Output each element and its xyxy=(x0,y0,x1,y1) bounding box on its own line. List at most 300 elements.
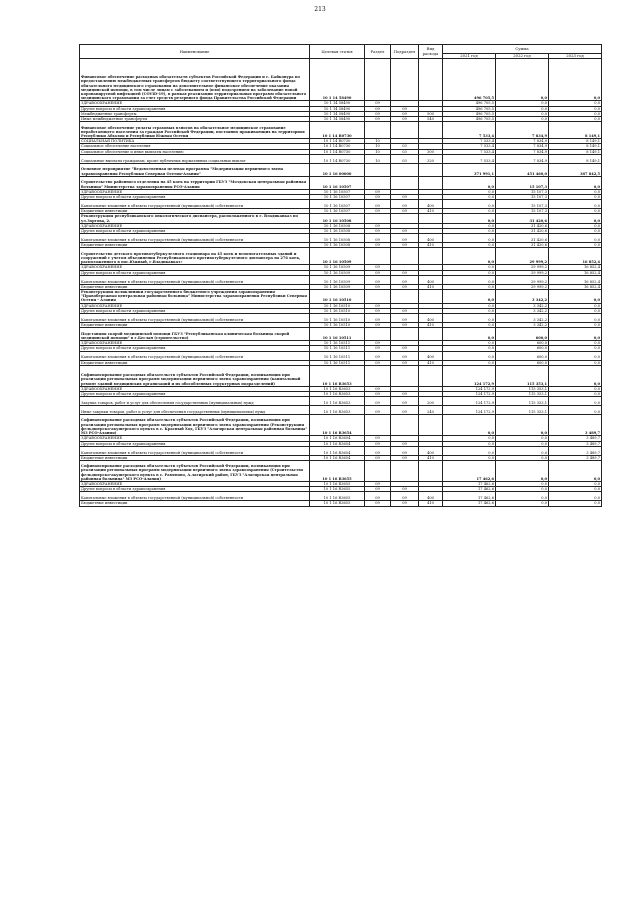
cell-2023: 0,0 xyxy=(549,200,602,209)
cell-name: Финансовое обеспечение расходных обязательств субъектов Российской Федерации и г. Байконура по предоставлению межбюджетных трансфертов бюджету соответствующего территориального фонда обязательного медицинского страхования на дополнительное финансовое обеспечение оказания медицинской помощи, в том числе лицам с заболеванием и (или) подозрением на заболевание новой коронавирусной инфекцией (COVID-19), в рамках реализации территориальных программ обязательного медицинского страхования за счет средств резервного фонда Правительства Российской Федерации xyxy=(80,59,310,101)
cell-subsection: 09 xyxy=(391,284,419,289)
cell-2022: 3 342,2 xyxy=(496,314,549,323)
cell-subsection: 09 xyxy=(391,446,419,455)
cell-2023: 16 852,4 xyxy=(549,265,602,270)
header-year-2023: 2023 год xyxy=(549,54,602,59)
cell-2023: 0,0 xyxy=(549,59,602,101)
cell-2023: 3 489,7 xyxy=(549,446,602,455)
cell-2021: 0,0 xyxy=(443,189,496,194)
table-row xyxy=(80,314,602,323)
table-row xyxy=(80,234,602,243)
cell-section: 09 xyxy=(365,284,391,289)
cell-2022: 115 353,1 xyxy=(496,386,549,391)
cell-2023: 0,0 xyxy=(549,492,602,501)
cell-expense-type xyxy=(419,176,443,189)
cell-2021: 124 172,9 xyxy=(443,397,496,406)
cell-2021: 7 533,4 xyxy=(443,154,496,163)
cell-name: Капитальные вложения в объекты государственной (муниципальной) собственности xyxy=(80,314,310,323)
cell-subsection xyxy=(391,122,419,139)
cell-2023: 0,0 xyxy=(549,351,602,360)
cell-section: 10 xyxy=(365,149,391,154)
cell-2021: 7 533,4 xyxy=(443,139,496,144)
cell-subsection: 09 xyxy=(391,270,419,275)
table-row xyxy=(80,365,602,386)
cell-subsection: 09 xyxy=(391,195,419,200)
cell-2022: 0,0 xyxy=(496,446,549,455)
cell-name: Капитальные вложения в объекты государственной (муниципальной) собственности xyxy=(80,275,310,284)
cell-name: Финансовое обеспечение уплаты страховых взносов на обязательное медицинское страхование неработающего населения за граждан Российской Федерации, постоянно проживающих на территориях Республики Абхазия и Республики Южная Осетия xyxy=(80,122,310,139)
cell-2023: 8 149,1 xyxy=(549,154,602,163)
cell-target: 10 1 16 R3655 xyxy=(310,492,365,501)
cell-name: Другие вопросы в области здравоохранения xyxy=(80,346,310,351)
cell-name: Социальное обеспечение населения xyxy=(80,144,310,149)
cell-2022: 31 420,6 xyxy=(496,234,549,243)
cell-section xyxy=(365,122,391,139)
header-name: Наименование xyxy=(80,45,310,59)
cell-section: 09 xyxy=(365,314,391,323)
cell-2021: 0,0 xyxy=(443,328,496,341)
cell-2022: 0,0 xyxy=(496,436,549,441)
cell-name: ЗДРАВООХРАНЕНИЕ xyxy=(80,303,310,308)
table-row xyxy=(80,214,602,223)
cell-target: 10 1 16 10511 xyxy=(310,360,365,365)
cell-name: Бюджетные инвестиции xyxy=(80,360,310,365)
cell-2021: 17 462,6 xyxy=(443,492,496,501)
cell-expense-type: 300 xyxy=(419,149,443,154)
cell-2023: 16 852,4 xyxy=(549,248,602,265)
cell-2023: 0,0 xyxy=(549,303,602,308)
cell-2021: 0,0 xyxy=(443,308,496,313)
cell-expense-type xyxy=(419,59,443,101)
table-header-row xyxy=(80,45,602,54)
cell-2022: 15 107,3 xyxy=(496,200,549,209)
cell-2021: 0,0 xyxy=(443,209,496,214)
cell-subsection: 09 xyxy=(391,243,419,248)
table-row xyxy=(80,501,602,506)
cell-section: 09 xyxy=(365,441,391,446)
cell-section: 09 xyxy=(365,275,391,284)
cell-name: Другие вопросы в области здравоохранения xyxy=(80,270,310,275)
table-row xyxy=(80,200,602,209)
header-year-2021: 2021 год xyxy=(443,54,496,59)
cell-expense-type: 410 xyxy=(419,284,443,289)
cell-2023: 8 149,1 xyxy=(549,122,602,139)
cell-subsection xyxy=(391,176,419,189)
cell-name: ЗДРАВООХРАНЕНИЕ xyxy=(80,436,310,441)
cell-2021: 7 533,4 xyxy=(443,144,496,149)
cell-subsection: 03 xyxy=(391,144,419,149)
cell-target: 10 1 16 10509 xyxy=(310,275,365,284)
cell-2023: 16 852,4 xyxy=(549,270,602,275)
cell-target: 10 1 16 R3653 xyxy=(310,386,365,391)
cell-subsection: 09 xyxy=(391,234,419,243)
cell-expense-type: 400 xyxy=(419,446,443,455)
cell-name: Реконструкция поликлиники государственного бюджетного учреждения здравоохранения "Правобережная центральная районная больница" Министерства здравоохранения Республики Северная Осетия - Алания xyxy=(80,290,310,304)
cell-target: 10 1 16 10508 xyxy=(310,229,365,234)
cell-2022: 15 107,3 xyxy=(496,176,549,189)
cell-expense-type: 400 xyxy=(419,234,443,243)
cell-2021: 0,0 xyxy=(443,290,496,304)
cell-subsection: 09 xyxy=(391,501,419,506)
cell-name: Строительство детского противотуберкулезного стационара на 45 коек и вспомогательных зданий и сооружений с учетом объединения Республиканского противотуберкулезного диспансера на 276 коек, расположенного в пос.Южный, г.Владикавказ» xyxy=(80,248,310,265)
cell-target: 10 1 14 58490 xyxy=(310,59,365,101)
cell-subsection: 09 xyxy=(391,397,419,406)
cell-2023: 0,0 xyxy=(549,314,602,323)
table-row xyxy=(80,328,602,341)
cell-2022: 3 342,2 xyxy=(496,323,549,328)
cell-2021: 0,0 xyxy=(443,234,496,243)
cell-section: 09 xyxy=(365,487,391,492)
cell-section: 09 xyxy=(365,200,391,209)
cell-name: Бюджетные инвестиции xyxy=(80,209,310,214)
cell-target: 10 1 16 10509 xyxy=(310,284,365,289)
cell-2021: 0,0 xyxy=(443,436,496,441)
cell-expense-type: 400 xyxy=(419,314,443,323)
cell-2022: 600,0 xyxy=(496,351,549,360)
cell-section: 10 xyxy=(365,154,391,163)
cell-2021: 0,0 xyxy=(443,446,496,455)
cell-section: 09 xyxy=(365,223,391,228)
cell-2021: 496 705,5 xyxy=(443,101,496,106)
cell-2023: 0,0 xyxy=(549,397,602,406)
cell-section: 09 xyxy=(365,455,391,460)
cell-name: Капитальные вложения в объекты государственной (муниципальной) собственности xyxy=(80,446,310,455)
header-target: Целевая статья xyxy=(310,45,365,59)
cell-target: 10 1 16 10510 xyxy=(310,290,365,304)
cell-target: 10 1 16 R3655 xyxy=(310,487,365,492)
cell-2021: 0,0 xyxy=(443,314,496,323)
cell-2021: 496 705,5 xyxy=(443,106,496,111)
table-row xyxy=(80,163,602,176)
cell-2022: 0,0 xyxy=(496,441,549,446)
cell-2023: 8 149,1 xyxy=(549,139,602,144)
cell-2023: 0,0 xyxy=(549,111,602,116)
cell-subsection: 09 xyxy=(391,392,419,397)
cell-expense-type: 500 xyxy=(419,111,443,116)
cell-2023: 0,0 xyxy=(549,106,602,111)
cell-2021: 17 462,6 xyxy=(443,501,496,506)
cell-2023: 0,0 xyxy=(549,365,602,386)
cell-subsection: 09 xyxy=(391,229,419,234)
cell-2022: 0,0 xyxy=(496,460,549,481)
cell-2023: 0,0 xyxy=(549,243,602,248)
cell-section xyxy=(365,328,391,341)
cell-2021: 0,0 xyxy=(443,346,496,351)
cell-2022: 7 834,9 xyxy=(496,139,549,144)
cell-2023: 0,0 xyxy=(549,176,602,189)
cell-2021: 0,0 xyxy=(443,275,496,284)
cell-target: 10 1 16 10507 xyxy=(310,195,365,200)
cell-expense-type xyxy=(419,365,443,386)
cell-target: 10 1 16 10509 xyxy=(310,270,365,275)
cell-subsection xyxy=(391,365,419,386)
cell-target: 10 1 14 R0730 xyxy=(310,149,365,154)
cell-2023: 3 489,7 xyxy=(549,436,602,441)
cell-2023: 0,0 xyxy=(549,386,602,391)
cell-expense-type: 200 xyxy=(419,397,443,406)
cell-section xyxy=(365,214,391,223)
cell-expense-type: 540 xyxy=(419,117,443,122)
cell-expense-type: 400 xyxy=(419,351,443,360)
cell-2022: 0,0 xyxy=(496,492,549,501)
cell-2023: 0,0 xyxy=(549,214,602,223)
cell-target: 10 1 16 R3654 xyxy=(310,455,365,460)
cell-2023: 0,0 xyxy=(549,501,602,506)
cell-2023: 0,0 xyxy=(549,223,602,228)
cell-section: 09 xyxy=(365,195,391,200)
cell-2022: 0,0 xyxy=(496,501,549,506)
cell-target: 10 1 16 10510 xyxy=(310,323,365,328)
cell-section: 09 xyxy=(365,392,391,397)
cell-section: 09 xyxy=(365,397,391,406)
cell-section: 09 xyxy=(365,229,391,234)
header-year-2022: 2022 год xyxy=(496,54,549,59)
cell-name: ЗДРАВООХРАНЕНИЕ xyxy=(80,223,310,228)
cell-target: 10 1 16 R3653 xyxy=(310,365,365,386)
cell-2023: 0,0 xyxy=(549,328,602,341)
cell-subsection xyxy=(391,248,419,265)
cell-name: Другие вопросы в области здравоохранения xyxy=(80,229,310,234)
cell-2023: 16 852,4 xyxy=(549,275,602,284)
cell-subsection: 09 xyxy=(391,487,419,492)
header-section: Раздел xyxy=(365,45,391,59)
cell-2022: 7 834,9 xyxy=(496,122,549,139)
cell-section: 09 xyxy=(365,323,391,328)
header-expense-type: Вид расхода xyxy=(419,45,443,59)
cell-section: 09 xyxy=(365,189,391,194)
cell-name: Иные закупки товаров, работ и услуг для обеспечения государственных (муниципальных) нужд xyxy=(80,406,310,415)
cell-section: 09 xyxy=(365,446,391,455)
cell-target: 10 1 16 10510 xyxy=(310,314,365,323)
cell-expense-type: 410 xyxy=(419,209,443,214)
cell-2021: 0,0 xyxy=(443,360,496,365)
cell-name: Бюджетные инвестиции xyxy=(80,243,310,248)
cell-2023: 0,0 xyxy=(549,101,602,106)
cell-section: 09 xyxy=(365,360,391,365)
cell-2023: 3 489,7 xyxy=(549,415,602,436)
cell-2023: 0,0 xyxy=(549,481,602,486)
cell-expense-type: 320 xyxy=(419,154,443,163)
budget-table xyxy=(79,44,602,507)
cell-2022: 31 420,6 xyxy=(496,223,549,228)
cell-2022: 3 342,2 xyxy=(496,290,549,304)
cell-target: 10 1 16 R3653 xyxy=(310,397,365,406)
cell-section: 09 xyxy=(365,270,391,275)
cell-section: 09 xyxy=(365,101,391,106)
cell-expense-type: 240 xyxy=(419,406,443,415)
cell-name: Другие вопросы в области здравоохранения xyxy=(80,106,310,111)
cell-2022: 31 420,6 xyxy=(496,243,549,248)
cell-expense-type: 410 xyxy=(419,455,443,460)
cell-name: Социальные выплаты гражданам, кроме публичных нормативных социальных выплат xyxy=(80,154,310,163)
cell-expense-type xyxy=(419,163,443,176)
cell-2023: 8 149,1 xyxy=(549,144,602,149)
cell-2021: 124 172,9 xyxy=(443,406,496,415)
cell-target: 10 1 14 R0730 xyxy=(310,122,365,139)
cell-2023: 0,0 xyxy=(549,360,602,365)
cell-2021: 0,0 xyxy=(443,284,496,289)
cell-section: 09 xyxy=(365,346,391,351)
cell-2021: 0,0 xyxy=(443,243,496,248)
cell-target: 10 1 16 10507 xyxy=(310,176,365,189)
cell-2021: 0,0 xyxy=(443,455,496,460)
cell-target: 10 1 16 R3653 xyxy=(310,406,365,415)
cell-section xyxy=(365,248,391,265)
cell-2022: 0,0 xyxy=(496,111,549,116)
cell-name: Закупка товаров, работ и услуг для обеспечения государственных (муниципальных) нужд xyxy=(80,397,310,406)
cell-target: 10 1 16 R3655 xyxy=(310,501,365,506)
cell-name: Межбюджетные трансферты xyxy=(80,111,310,116)
cell-subsection: 09 xyxy=(391,346,419,351)
cell-section: 09 xyxy=(365,351,391,360)
cell-target: 10 1 16 00000 xyxy=(310,163,365,176)
cell-name: Бюджетные инвестиции xyxy=(80,501,310,506)
cell-name: Софинансирование расходных обязательств субъектов Российской Федерации, возникающих при реализации региональных программ модернизации первичного звена здравоохранения (Строительство фельдшерско-акушерского пункта в с. Раменово, А.лагирский район, ГБУЗ "Алагирская центральная районная больница" МЗ РСО-Алания) xyxy=(80,460,310,481)
cell-name: Другие вопросы в области здравоохранения xyxy=(80,441,310,446)
cell-target: 10 1 16 10507 xyxy=(310,189,365,194)
cell-2021: 0,0 xyxy=(443,200,496,209)
table-row xyxy=(80,492,602,501)
cell-2023: 0,0 xyxy=(549,229,602,234)
cell-2021: 0,0 xyxy=(443,248,496,265)
cell-expense-type: 410 xyxy=(419,360,443,365)
cell-2021: 371 991,1 xyxy=(443,163,496,176)
cell-2023: 8 149,1 xyxy=(549,149,602,154)
table-row xyxy=(80,122,602,139)
cell-name: Другие вопросы в области здравоохранения xyxy=(80,487,310,492)
cell-target: 10 1 14 R0730 xyxy=(310,144,365,149)
cell-2023: 0,0 xyxy=(549,487,602,492)
cell-2023: 0,0 xyxy=(549,346,602,351)
cell-2021: 124 172,9 xyxy=(443,392,496,397)
cell-2022: 7 834,9 xyxy=(496,144,549,149)
cell-target: 10 1 16 R3654 xyxy=(310,441,365,446)
cell-section: 10 xyxy=(365,139,391,144)
cell-subsection: 09 xyxy=(391,111,419,116)
cell-2021: 0,0 xyxy=(443,341,496,346)
cell-name: Основное мероприятие "Ведомственная целевая программа "Модернизация первичного звена здравоохранения Республики Северная Осетия-Алания" xyxy=(80,163,310,176)
cell-target: 10 1 16 10510 xyxy=(310,303,365,308)
cell-name: Капитальные вложения в объекты государственной (муниципальной) собственности xyxy=(80,492,310,501)
cell-2022: 29 999,2 xyxy=(496,275,549,284)
cell-name: Капитальные вложения в объекты государственной (муниципальной) собственности xyxy=(80,200,310,209)
cell-2022: 29 999,2 xyxy=(496,284,549,289)
cell-subsection: 09 xyxy=(391,275,419,284)
cell-subsection: 09 xyxy=(391,492,419,501)
cell-2022: 600,0 xyxy=(496,346,549,351)
cell-2023: 0,0 xyxy=(549,209,602,214)
cell-section xyxy=(365,163,391,176)
cell-section: 09 xyxy=(365,106,391,111)
cell-name: Софинансирование расходных обязательств субъектов Российской Федерации, возникающих при реализации региональных программ модернизации первичного звена здравоохранения (Реконструкция фельдшерско-акушерского пункта в с. Красный Ход, ГБУЗ "Алагирская центральная районная больница" МЗ РСО-Алания) xyxy=(80,415,310,436)
cell-target: 10 1 16 10507 xyxy=(310,200,365,209)
cell-2022: 31 420,6 xyxy=(496,214,549,223)
cell-subsection: 03 xyxy=(391,149,419,154)
cell-2021: 0,0 xyxy=(443,415,496,436)
cell-2023: 0,0 xyxy=(549,308,602,313)
cell-2023: 0,0 xyxy=(549,323,602,328)
cell-name: ЗДРАВООХРАНЕНИЕ xyxy=(80,101,310,106)
cell-2021: 17 462,6 xyxy=(443,487,496,492)
table-row xyxy=(80,460,602,481)
cell-2021: 0,0 xyxy=(443,441,496,446)
cell-name: Другие вопросы в области здравоохранения xyxy=(80,392,310,397)
cell-name: Софинансирование расходных обязательств субъектов Российской Федерации, возникающих при реализации региональных программ модернизации первичного звена здравоохранения (капитальный ремонт зданий медицинских организаций и их обособленных структурных подразделений) xyxy=(80,365,310,386)
cell-name: Капитальные вложения в объекты государственной (муниципальной) собственности xyxy=(80,234,310,243)
cell-2022: 0,0 xyxy=(496,101,549,106)
cell-2023: 0,0 xyxy=(549,290,602,304)
cell-section xyxy=(365,415,391,436)
cell-expense-type xyxy=(419,122,443,139)
cell-subsection: 09 xyxy=(391,406,419,415)
cell-2021: 0,0 xyxy=(443,229,496,234)
cell-2022: 15 107,3 xyxy=(496,209,549,214)
cell-name: Подстанция скорой медицинской помощи ГБУЗ "Республиканская клиническая больница скорой медицинской помощи" в г.Беслан (строительство) xyxy=(80,328,310,341)
cell-subsection: 09 xyxy=(391,314,419,323)
cell-2023: 3 489,7 xyxy=(549,455,602,460)
cell-2023: 0,0 xyxy=(549,460,602,481)
cell-target: 10 1 16 10511 xyxy=(310,328,365,341)
cell-section: 09 xyxy=(365,265,391,270)
cell-2023: 0,0 xyxy=(549,117,602,122)
cell-2022: 115 353,1 xyxy=(496,406,549,415)
cell-2022: 0,0 xyxy=(496,487,549,492)
cell-2022: 115 353,1 xyxy=(496,392,549,397)
cell-2021: 0,0 xyxy=(443,323,496,328)
cell-expense-type xyxy=(419,460,443,481)
cell-target: 10 1 14 R0730 xyxy=(310,139,365,144)
cell-target: 10 1 16 10511 xyxy=(310,346,365,351)
cell-section: 09 xyxy=(365,386,391,391)
cell-2023: 0,0 xyxy=(549,341,602,346)
cell-subsection: 09 xyxy=(391,323,419,328)
cell-name: ЗДРАВООХРАНЕНИЕ xyxy=(80,265,310,270)
cell-name: Строительство районного отделения на 45 коек на территории ГБУЗ "Моздокская центральная районная больница" Министерства здравоохранения РСО-Алания xyxy=(80,176,310,189)
cell-subsection: 09 xyxy=(391,106,419,111)
cell-subsection: 09 xyxy=(391,351,419,360)
cell-section: 10 xyxy=(365,144,391,149)
table-row xyxy=(80,275,602,284)
cell-target: 10 1 16 10509 xyxy=(310,248,365,265)
cell-section: 09 xyxy=(365,308,391,313)
cell-name: Бюджетные инвестиции xyxy=(80,323,310,328)
cell-2021: 124 172,9 xyxy=(443,386,496,391)
table-row xyxy=(80,446,602,455)
table-row xyxy=(80,397,602,406)
cell-section: 09 xyxy=(365,234,391,243)
cell-expense-type: 400 xyxy=(419,275,443,284)
cell-section xyxy=(365,460,391,481)
cell-subsection: 09 xyxy=(391,441,419,446)
cell-2022: 115 353,1 xyxy=(496,397,549,406)
cell-section xyxy=(365,365,391,386)
cell-section: 09 xyxy=(365,243,391,248)
cell-expense-type xyxy=(419,328,443,341)
cell-name: Реконструкция республиканского онкологического диспансера, расположенного в г. Владикавказ по ул.Зортова, 2. xyxy=(80,214,310,223)
cell-section xyxy=(365,59,391,101)
cell-subsection: 09 xyxy=(391,209,419,214)
cell-section: 09 xyxy=(365,209,391,214)
cell-2021: 0,0 xyxy=(443,195,496,200)
cell-2022: 15 107,3 xyxy=(496,189,549,194)
table-row xyxy=(80,59,602,101)
cell-subsection xyxy=(391,214,419,223)
cell-2022: 600,0 xyxy=(496,328,549,341)
cell-2022: 0,0 xyxy=(496,106,549,111)
cell-target: 10 1 16 10511 xyxy=(310,351,365,360)
cell-section xyxy=(365,290,391,304)
cell-2022: 31 420,6 xyxy=(496,229,549,234)
